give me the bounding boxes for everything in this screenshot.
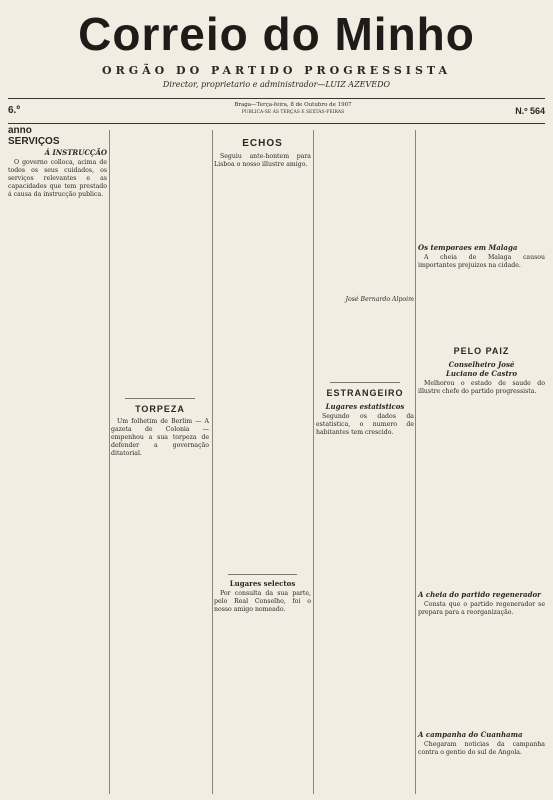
article-subtitle: Lugares estatisticos: [325, 401, 405, 411]
column-5: [418, 134, 545, 794]
info-bar: [8, 101, 545, 136]
column-4: [316, 134, 414, 794]
article-title: SERVIÇOS: [8, 136, 60, 147]
article-title: A campanha do Cuanhama: [418, 730, 523, 740]
article-title: Lugares selectos: [229, 578, 296, 588]
article-title: A cheia do partido regenerador: [418, 589, 541, 599]
article-title: Os temporaes em Malaga: [418, 243, 518, 252]
column-2: [111, 134, 209, 794]
separator: [228, 574, 297, 575]
publish-note: PUBLICA-SE ÁS TERÇAS E SEXTAS-FEIRAS: [241, 110, 345, 115]
separator: [125, 398, 195, 399]
column-1: [8, 134, 107, 794]
column-divider: [313, 130, 314, 794]
top-rule: [8, 98, 545, 99]
article-lead: Consta que o partido regenerador se prepara para a reorganização.: [418, 600, 545, 616]
newspaper-subtitle: ORGÃO DO PARTIDO PROGRESSISTA: [101, 64, 452, 77]
article-lead: Chegaram noticias da campanha contra o gentio do sul de Angola.: [418, 741, 545, 757]
article-title: PELO PAIZ: [453, 345, 510, 356]
issue-number: N.º 564: [515, 106, 545, 116]
article-title: ESTRANGEIRO: [326, 387, 404, 398]
newspaper-title: Correio do Minho: [78, 8, 475, 60]
column-3: [214, 134, 311, 794]
article-lead: Um folhetim de Berlim — A gazeta de Colonia — empenhou a sua torpeza de defender a governação ditatorial.: [111, 418, 209, 457]
article-lead: A cheia de Malaga causou importantes prejuizos na cidade.: [418, 254, 545, 269]
article-lead: Segundo os dados da estatistica, o numero de habitantes tem crescido.: [316, 412, 414, 436]
column-divider: [415, 130, 416, 794]
article-subtitle: Luciano de Castro: [445, 368, 518, 378]
date-block: [233, 101, 353, 121]
article-lead: Por consulta da sua parte, pelo Real Conselho, foi o nosso amigo nomeado.: [214, 589, 311, 613]
article-lead: Melhorou o estado de saude do illustre chefe do partido progressista.: [418, 379, 545, 395]
bottom-rule: [8, 123, 545, 124]
article-title: ECHOS: [242, 138, 283, 149]
article-subtitle: Conselheiro José: [448, 359, 515, 369]
year-label: 6.º anno: [8, 105, 32, 136]
director-line: Director, proprietario e administrador—LUIZ AZEVEDO: [162, 80, 391, 89]
article-signature: José Bernardo Alpoim: [345, 296, 414, 303]
column-divider: [212, 130, 213, 794]
article-subtitle: Á INSTRUCÇÃO: [44, 148, 107, 157]
place-date: Braga—Terça-feira, 8 de Outubro de 1907: [234, 102, 352, 108]
separator: [330, 382, 400, 383]
article-lead: O governo colloca, acima de todos os seus cuidados, os serviços relevantes e as capacidades que tem prestado á causa da instrucção publica.: [8, 159, 107, 198]
article-title: TORPEZA: [135, 404, 185, 414]
article-lead: Seguiu ante-hontem para Lisboa o nosso illustre amigo.: [214, 153, 311, 168]
column-divider: [109, 130, 110, 794]
